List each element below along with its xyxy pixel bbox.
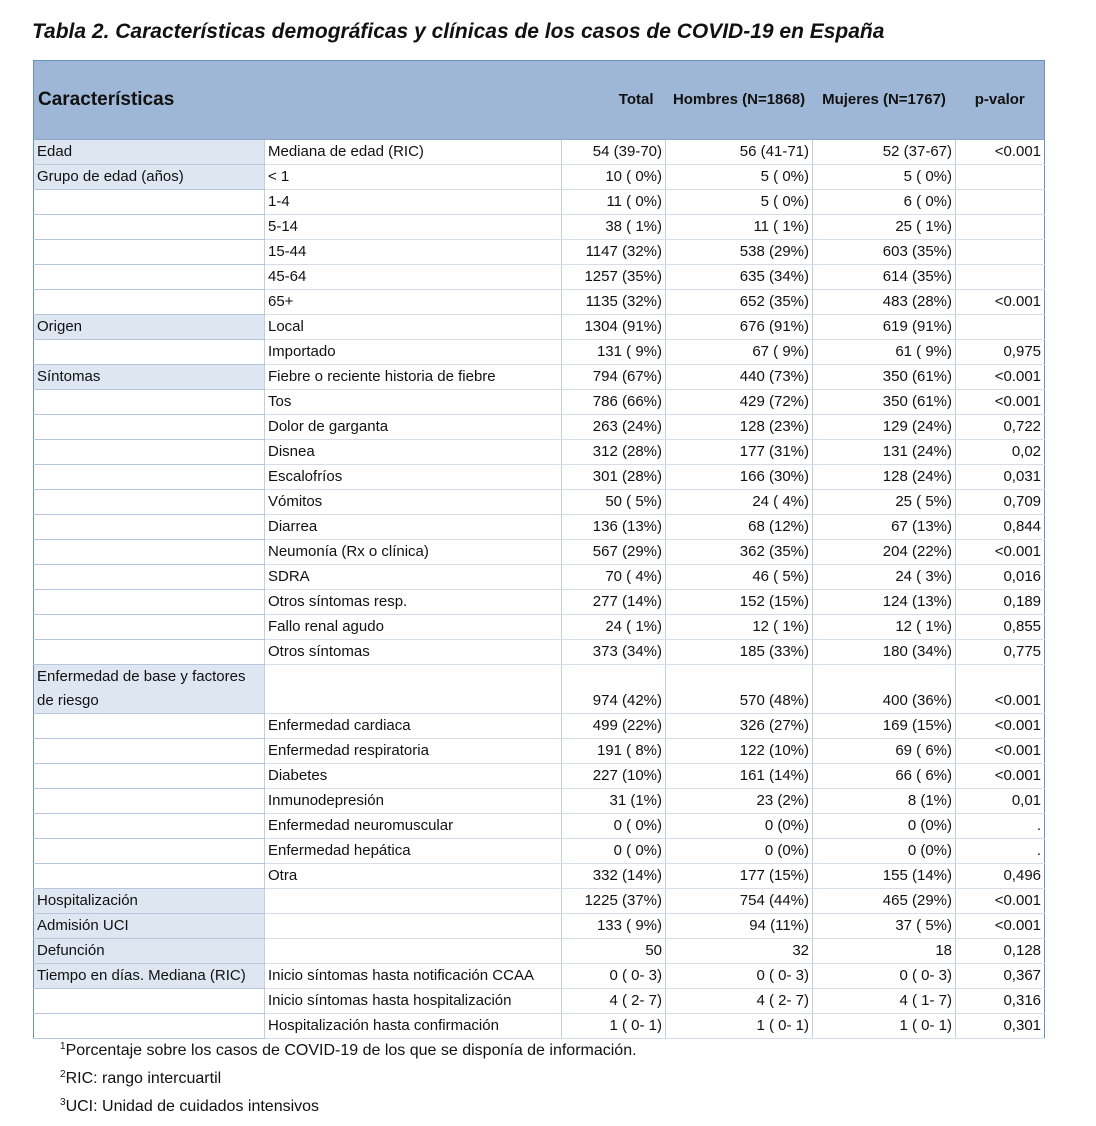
mujeres-cell: 6 ( 0%) xyxy=(813,190,956,215)
mujeres-cell: 4 ( 1- 7) xyxy=(813,989,956,1014)
total-cell: 277 (14%) xyxy=(562,590,666,615)
mujeres-cell: 465 (29%) xyxy=(813,889,956,914)
pvalor-cell: <0.001 xyxy=(956,914,1045,939)
table-row xyxy=(34,714,1045,739)
category-cell: Origen xyxy=(34,315,265,340)
total-cell: 1304 (91%) xyxy=(562,315,666,340)
subcategory-cell: 15-44 xyxy=(265,240,562,265)
subcategory-cell: Fallo renal agudo xyxy=(265,615,562,640)
mujeres-cell: 0 ( 0- 3) xyxy=(813,964,956,989)
hombres-cell: 56 (41-71) xyxy=(666,140,813,165)
table-row xyxy=(34,864,1045,889)
subcategory-cell: Enfermedad cardiaca xyxy=(265,714,562,739)
footnote-text: Porcentaje sobre los casos de COVID-19 de los que se disponía de información. xyxy=(65,1042,637,1059)
total-cell: 133 ( 9%) xyxy=(562,914,666,939)
pvalor-cell: <0.001 xyxy=(956,714,1045,739)
subcategory-cell: 45-64 xyxy=(265,265,562,290)
category-cell xyxy=(34,390,265,415)
hombres-cell: 68 (12%) xyxy=(666,515,813,540)
mujeres-cell: 124 (13%) xyxy=(813,590,956,615)
table-row xyxy=(34,240,1045,265)
pvalor-cell: 0,01 xyxy=(956,789,1045,814)
subcategory-cell: Diabetes xyxy=(265,764,562,789)
mujeres-cell: 0 (0%) xyxy=(813,814,956,839)
category-cell xyxy=(34,215,265,240)
subcategory-cell xyxy=(265,889,562,914)
pvalor-cell: 0,316 xyxy=(956,989,1045,1014)
table-row xyxy=(34,590,1045,615)
mujeres-cell: 37 ( 5%) xyxy=(813,914,956,939)
subcategory-cell: Neumonía (Rx o clínica) xyxy=(265,540,562,565)
table-row xyxy=(34,789,1045,814)
subcategory-cell: Enfermedad neuromuscular xyxy=(265,814,562,839)
total-cell: 499 (22%) xyxy=(562,714,666,739)
table-row xyxy=(34,814,1045,839)
subcategory-cell: Enfermedad hepática xyxy=(265,839,562,864)
pvalor-cell: 0,128 xyxy=(956,939,1045,964)
hombres-cell: 5 ( 0%) xyxy=(666,165,813,190)
data-table xyxy=(33,60,1045,1039)
hombres-cell: 326 (27%) xyxy=(666,714,813,739)
footnote-text: UCI: Unidad de cuidados intensivos xyxy=(65,1098,320,1115)
category-cell: Edad xyxy=(34,140,265,165)
total-cell: 38 ( 1%) xyxy=(562,215,666,240)
hombres-cell: 538 (29%) xyxy=(666,240,813,265)
subcategory-cell xyxy=(265,939,562,964)
subcategory-cell: Inicio síntomas hasta notificación CCAA xyxy=(265,964,562,989)
hombres-cell: 177 (31%) xyxy=(666,440,813,465)
table-row xyxy=(34,989,1045,1014)
hombres-cell: 67 ( 9%) xyxy=(666,340,813,365)
total-cell: 1147 (32%) xyxy=(562,240,666,265)
hombres-cell: 185 (33%) xyxy=(666,640,813,665)
table-row xyxy=(34,440,1045,465)
category-cell xyxy=(34,565,265,590)
mujeres-cell: 180 (34%) xyxy=(813,640,956,665)
mujeres-cell: 129 (24%) xyxy=(813,415,956,440)
total-cell: 301 (28%) xyxy=(562,465,666,490)
hombres-cell: 24 ( 4%) xyxy=(666,490,813,515)
pvalor-cell: 0,975 xyxy=(956,340,1045,365)
subcategory-cell: Importado xyxy=(265,340,562,365)
hombres-cell: 570 (48%) xyxy=(666,665,813,714)
mujeres-cell: 204 (22%) xyxy=(813,540,956,565)
pvalor-cell: 0,722 xyxy=(956,415,1045,440)
category-cell xyxy=(34,415,265,440)
table-row xyxy=(34,565,1045,590)
pvalor-cell: 0,367 xyxy=(956,964,1045,989)
subcategory-cell: Fiebre o reciente historia de fiebre xyxy=(265,365,562,390)
pvalor-cell xyxy=(956,165,1045,190)
hombres-cell: 754 (44%) xyxy=(666,889,813,914)
mujeres-cell: 128 (24%) xyxy=(813,465,956,490)
mujeres-cell: 350 (61%) xyxy=(813,365,956,390)
pvalor-cell: <0.001 xyxy=(956,764,1045,789)
category-cell: Tiempo en días. Mediana (RIC) xyxy=(34,964,265,989)
category-cell xyxy=(34,440,265,465)
subcategory-cell: Hospitalización hasta confirmación xyxy=(265,1014,562,1039)
hombres-cell: 676 (91%) xyxy=(666,315,813,340)
pvalor-cell xyxy=(956,315,1045,340)
total-cell: 794 (67%) xyxy=(562,365,666,390)
total-cell: 191 ( 8%) xyxy=(562,739,666,764)
category-cell xyxy=(34,814,265,839)
mujeres-cell: 350 (61%) xyxy=(813,390,956,415)
hombres-cell: 1 ( 0- 1) xyxy=(666,1014,813,1039)
hombres-cell: 46 ( 5%) xyxy=(666,565,813,590)
footnotes xyxy=(60,1035,637,1119)
mujeres-cell: 52 (37-67) xyxy=(813,140,956,165)
table-row xyxy=(34,215,1045,240)
hombres-cell: 652 (35%) xyxy=(666,290,813,315)
total-cell: 332 (14%) xyxy=(562,864,666,889)
hombres-cell: 635 (34%) xyxy=(666,265,813,290)
hombres-cell: 32 xyxy=(666,939,813,964)
mujeres-cell: 619 (91%) xyxy=(813,315,956,340)
hombres-cell: 4 ( 2- 7) xyxy=(666,989,813,1014)
category-cell xyxy=(34,839,265,864)
pvalor-cell: 0,02 xyxy=(956,440,1045,465)
category-cell: Síntomas xyxy=(34,365,265,390)
hombres-cell: 0 ( 0- 3) xyxy=(666,964,813,989)
hombres-cell: 23 (2%) xyxy=(666,789,813,814)
total-cell: 54 (39-70) xyxy=(562,140,666,165)
subcategory-cell: Enfermedad respiratoria xyxy=(265,739,562,764)
table-row xyxy=(34,914,1045,939)
footnote-marker: 1 xyxy=(60,1041,66,1052)
header-caracteristicas: Características xyxy=(34,61,562,140)
hombres-cell: 440 (73%) xyxy=(666,365,813,390)
category-cell xyxy=(34,540,265,565)
pvalor-cell: <0.001 xyxy=(956,140,1045,165)
pvalor-cell: . xyxy=(956,814,1045,839)
total-cell: 786 (66%) xyxy=(562,390,666,415)
mujeres-cell: 483 (28%) xyxy=(813,290,956,315)
hombres-cell: 429 (72%) xyxy=(666,390,813,415)
hombres-cell: 11 ( 1%) xyxy=(666,215,813,240)
footnote-marker: 2 xyxy=(60,1069,66,1080)
pvalor-cell: 0,844 xyxy=(956,515,1045,540)
footnote xyxy=(60,1063,637,1091)
mujeres-cell: 67 (13%) xyxy=(813,515,956,540)
subcategory-cell xyxy=(265,665,562,714)
category-cell xyxy=(34,515,265,540)
table-title: Tabla 2. Características demográficas y clínicas de los casos de COVID-19 en España xyxy=(32,20,885,43)
total-cell: 136 (13%) xyxy=(562,515,666,540)
pvalor-cell: <0.001 xyxy=(956,739,1045,764)
footnote xyxy=(60,1091,637,1119)
category-cell xyxy=(34,615,265,640)
header-mujeres: Mujeres (N=1767) xyxy=(813,61,956,140)
total-cell: 0 ( 0%) xyxy=(562,814,666,839)
category-cell: Grupo de edad (años) xyxy=(34,165,265,190)
total-cell: 263 (24%) xyxy=(562,415,666,440)
header-total: Total xyxy=(562,61,666,140)
table-row xyxy=(34,365,1045,390)
subcategory-cell: Escalofríos xyxy=(265,465,562,490)
pvalor-cell: <0.001 xyxy=(956,665,1045,714)
pvalor-cell: 0,016 xyxy=(956,565,1045,590)
category-cell xyxy=(34,190,265,215)
mujeres-cell: 8 (1%) xyxy=(813,789,956,814)
hombres-cell: 5 ( 0%) xyxy=(666,190,813,215)
table-row xyxy=(34,415,1045,440)
mujeres-cell: 25 ( 1%) xyxy=(813,215,956,240)
hombres-cell: 166 (30%) xyxy=(666,465,813,490)
table-row xyxy=(34,615,1045,640)
subcategory-cell: Mediana de edad (RIC) xyxy=(265,140,562,165)
total-cell: 567 (29%) xyxy=(562,540,666,565)
header-row xyxy=(34,61,1045,140)
subcategory-cell: Dolor de garganta xyxy=(265,415,562,440)
total-cell: 974 (42%) xyxy=(562,665,666,714)
subcategory-cell: 1-4 xyxy=(265,190,562,215)
total-cell: 1135 (32%) xyxy=(562,290,666,315)
category-cell: Enfermedad de base y factores de riesgo xyxy=(34,665,265,714)
mujeres-cell: 61 ( 9%) xyxy=(813,340,956,365)
total-cell: 131 ( 9%) xyxy=(562,340,666,365)
subcategory-cell: Disnea xyxy=(265,440,562,465)
pvalor-cell: 0,031 xyxy=(956,465,1045,490)
total-cell: 24 ( 1%) xyxy=(562,615,666,640)
table-row xyxy=(34,490,1045,515)
subcategory-cell: Local xyxy=(265,315,562,340)
hombres-cell: 0 (0%) xyxy=(666,814,813,839)
total-cell: 31 (1%) xyxy=(562,789,666,814)
pvalor-cell: <0.001 xyxy=(956,290,1045,315)
total-cell: 312 (28%) xyxy=(562,440,666,465)
total-cell: 227 (10%) xyxy=(562,764,666,789)
header-hombres: Hombres (N=1868) xyxy=(666,61,813,140)
subcategory-cell: Inicio síntomas hasta hospitalización xyxy=(265,989,562,1014)
table-row xyxy=(34,340,1045,365)
category-cell xyxy=(34,240,265,265)
subcategory-cell: Otros síntomas resp. xyxy=(265,590,562,615)
table-row xyxy=(34,190,1045,215)
table-row xyxy=(34,290,1045,315)
pvalor-cell: 0,855 xyxy=(956,615,1045,640)
hombres-cell: 362 (35%) xyxy=(666,540,813,565)
hombres-cell: 177 (15%) xyxy=(666,864,813,889)
category-cell xyxy=(34,490,265,515)
total-cell: 0 ( 0- 3) xyxy=(562,964,666,989)
subcategory-cell xyxy=(265,914,562,939)
category-cell xyxy=(34,864,265,889)
mujeres-cell: 603 (35%) xyxy=(813,240,956,265)
pvalor-cell: 0,189 xyxy=(956,590,1045,615)
footnote-text: RIC: rango intercuartil xyxy=(65,1070,222,1087)
hombres-cell: 0 (0%) xyxy=(666,839,813,864)
table-row xyxy=(34,390,1045,415)
mujeres-cell: 24 ( 3%) xyxy=(813,565,956,590)
table-row xyxy=(34,265,1045,290)
category-cell: Defunción xyxy=(34,939,265,964)
hombres-cell: 161 (14%) xyxy=(666,764,813,789)
pvalor-cell: <0.001 xyxy=(956,390,1045,415)
subcategory-cell: Tos xyxy=(265,390,562,415)
mujeres-cell: 131 (24%) xyxy=(813,440,956,465)
table-row xyxy=(34,640,1045,665)
footnote xyxy=(60,1035,637,1063)
subcategory-cell: 65+ xyxy=(265,290,562,315)
table-row xyxy=(34,839,1045,864)
hombres-cell: 94 (11%) xyxy=(666,914,813,939)
subcategory-cell: Otros síntomas xyxy=(265,640,562,665)
table-row xyxy=(34,964,1045,989)
mujeres-cell: 18 xyxy=(813,939,956,964)
pvalor-cell xyxy=(956,240,1045,265)
header-pvalor: p-valor xyxy=(956,61,1045,140)
table-row xyxy=(34,465,1045,490)
footnote-marker: 3 xyxy=(60,1097,66,1108)
table-row xyxy=(34,165,1045,190)
table-row xyxy=(34,140,1045,165)
table-row xyxy=(34,889,1045,914)
subcategory-cell: 5-14 xyxy=(265,215,562,240)
table-row xyxy=(34,764,1045,789)
total-cell: 1 ( 0- 1) xyxy=(562,1014,666,1039)
category-cell xyxy=(34,989,265,1014)
hombres-cell: 128 (23%) xyxy=(666,415,813,440)
hombres-cell: 152 (15%) xyxy=(666,590,813,615)
total-cell: 11 ( 0%) xyxy=(562,190,666,215)
category-cell xyxy=(34,340,265,365)
hombres-cell: 12 ( 1%) xyxy=(666,615,813,640)
total-cell: 373 (34%) xyxy=(562,640,666,665)
mujeres-cell: 66 ( 6%) xyxy=(813,764,956,789)
table-row xyxy=(34,515,1045,540)
mujeres-cell: 69 ( 6%) xyxy=(813,739,956,764)
mujeres-cell: 155 (14%) xyxy=(813,864,956,889)
pvalor-cell: 0,709 xyxy=(956,490,1045,515)
total-cell: 0 ( 0%) xyxy=(562,839,666,864)
table-body xyxy=(34,140,1045,1039)
mujeres-cell: 25 ( 5%) xyxy=(813,490,956,515)
table-row xyxy=(34,315,1045,340)
category-cell: Admisión UCI xyxy=(34,914,265,939)
category-cell xyxy=(34,739,265,764)
mujeres-cell: 12 ( 1%) xyxy=(813,615,956,640)
pvalor-cell: 0,301 xyxy=(956,1014,1045,1039)
pvalor-cell: 0,775 xyxy=(956,640,1045,665)
subcategory-cell: SDRA xyxy=(265,565,562,590)
total-cell: 1225 (37%) xyxy=(562,889,666,914)
mujeres-cell: 1 ( 0- 1) xyxy=(813,1014,956,1039)
subcategory-cell: Diarrea xyxy=(265,515,562,540)
pvalor-cell: <0.001 xyxy=(956,889,1045,914)
category-cell xyxy=(34,764,265,789)
subcategory-cell: < 1 xyxy=(265,165,562,190)
total-cell: 70 ( 4%) xyxy=(562,565,666,590)
category-cell xyxy=(34,465,265,490)
pvalor-cell: <0.001 xyxy=(956,540,1045,565)
table-row xyxy=(34,665,1045,714)
pvalor-cell: 0,496 xyxy=(956,864,1045,889)
category-cell xyxy=(34,265,265,290)
mujeres-cell: 5 ( 0%) xyxy=(813,165,956,190)
hombres-cell: 122 (10%) xyxy=(666,739,813,764)
category-cell xyxy=(34,789,265,814)
mujeres-cell: 614 (35%) xyxy=(813,265,956,290)
total-cell: 50 xyxy=(562,939,666,964)
pvalor-cell xyxy=(956,215,1045,240)
total-cell: 50 ( 5%) xyxy=(562,490,666,515)
mujeres-cell: 400 (36%) xyxy=(813,665,956,714)
category-cell xyxy=(34,290,265,315)
total-cell: 10 ( 0%) xyxy=(562,165,666,190)
table-row xyxy=(34,939,1045,964)
category-cell xyxy=(34,640,265,665)
category-cell: Hospitalización xyxy=(34,889,265,914)
pvalor-cell xyxy=(956,190,1045,215)
pvalor-cell: <0.001 xyxy=(956,365,1045,390)
pvalor-cell xyxy=(956,265,1045,290)
total-cell: 1257 (35%) xyxy=(562,265,666,290)
table-row xyxy=(34,540,1045,565)
subcategory-cell: Inmunodepresión xyxy=(265,789,562,814)
total-cell: 4 ( 2- 7) xyxy=(562,989,666,1014)
subcategory-cell: Otra xyxy=(265,864,562,889)
subcategory-cell: Vómitos xyxy=(265,490,562,515)
mujeres-cell: 169 (15%) xyxy=(813,714,956,739)
table-row xyxy=(34,739,1045,764)
pvalor-cell: . xyxy=(956,839,1045,864)
mujeres-cell: 0 (0%) xyxy=(813,839,956,864)
category-cell xyxy=(34,590,265,615)
category-cell xyxy=(34,714,265,739)
